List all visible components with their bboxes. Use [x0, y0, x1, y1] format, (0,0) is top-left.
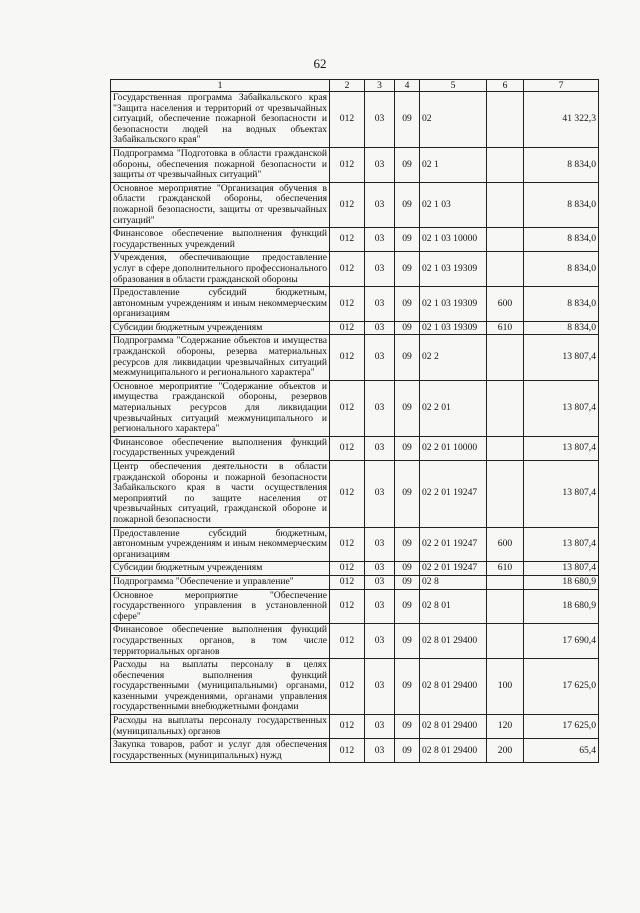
expense-type-cell: 600 — [487, 527, 524, 562]
admin-code-cell: 012 — [330, 715, 365, 739]
table-header-row — [111, 80, 599, 92]
target-article-cell: 02 8 01 29400 — [420, 715, 487, 739]
section-cell: 03 — [365, 321, 395, 335]
page-number: 62 — [313, 56, 327, 71]
row-name-cell: Субсидии бюджетным учреждениям — [111, 321, 330, 335]
target-article-cell: 02 1 03 10000 — [420, 228, 487, 252]
target-article-cell: 02 2 — [420, 335, 487, 380]
target-article-cell: 02 2 01 19247 — [420, 562, 487, 576]
subsection-cell: 09 — [395, 715, 420, 739]
table-row — [111, 436, 599, 460]
section-cell: 03 — [365, 92, 395, 148]
admin-code-cell: 012 — [330, 527, 365, 562]
subsection-cell: 09 — [395, 335, 420, 380]
row-name-cell: Основное мероприятие "Организация обучения в области гражданской обороны, обеспечения пожарной безопасности, защиты от чрезвычайных ситуаций" — [111, 182, 330, 227]
column-header: 6 — [487, 80, 524, 92]
target-article-cell: 02 1 03 19309 — [420, 321, 487, 335]
target-article-cell: 02 1 — [420, 147, 487, 182]
table-row — [111, 575, 599, 589]
admin-code-cell: 012 — [330, 659, 365, 715]
target-article-cell: 02 1 03 19309 — [420, 252, 487, 287]
table-row — [111, 228, 599, 252]
column-header: 3 — [365, 80, 395, 92]
section-cell: 03 — [365, 562, 395, 576]
section-cell: 03 — [365, 589, 395, 624]
table-row — [111, 589, 599, 624]
admin-code-cell: 012 — [330, 321, 365, 335]
target-article-cell: 02 8 01 29400 — [420, 739, 487, 763]
expense-type-cell: 120 — [487, 715, 524, 739]
subsection-cell: 09 — [395, 527, 420, 562]
expense-type-cell — [487, 182, 524, 227]
row-name-cell: Расходы на выплаты персоналу в целях обеспечения выполнения функций государственными (муниципальными) органами, казенными учреждениями, органами управления государственными внебюджетными фондами — [111, 659, 330, 715]
amount-cell: 8 834,0 — [524, 287, 599, 322]
subsection-cell: 09 — [395, 321, 420, 335]
row-name-cell: Предоставление субсидий бюджетным, автономным учреждениям и иным некоммерческим организациям — [111, 527, 330, 562]
table-row — [111, 321, 599, 335]
table-row — [111, 527, 599, 562]
table-row — [111, 659, 599, 715]
subsection-cell: 09 — [395, 436, 420, 460]
section-cell: 03 — [365, 436, 395, 460]
table-row — [111, 380, 599, 436]
target-article-cell: 02 2 01 10000 — [420, 436, 487, 460]
target-article-cell: 02 8 — [420, 575, 487, 589]
amount-cell: 13 807,4 — [524, 562, 599, 576]
row-name-cell: Закупка товаров, работ и услуг для обеспечения государственных (муниципальных) нужд — [111, 739, 330, 763]
expense-type-cell — [487, 335, 524, 380]
row-name-cell: Субсидии бюджетным учреждениям — [111, 562, 330, 576]
section-cell: 03 — [365, 335, 395, 380]
target-article-cell: 02 8 01 29400 — [420, 624, 487, 659]
row-name-cell: Основное мероприятие "Содержание объектов и имущества гражданской обороны, резервов материальных ресурсов для ликвидации чрезвычайных ситуаций межмуниципального и регионального характера" — [111, 380, 330, 436]
admin-code-cell: 012 — [330, 228, 365, 252]
section-cell: 03 — [365, 252, 395, 287]
column-header: 4 — [395, 80, 420, 92]
expense-type-cell — [487, 624, 524, 659]
row-name-cell: Центр обеспечения деятельности в области гражданской обороны и пожарной безопасности Забайкальского края в части осуществления мероприятий по защите населения от чрезвычайных ситуаций, гражданской обороне и пожарной безопасности — [111, 461, 330, 528]
table-row — [111, 562, 599, 576]
subsection-cell: 09 — [395, 589, 420, 624]
subsection-cell: 09 — [395, 228, 420, 252]
expense-type-cell — [487, 252, 524, 287]
target-article-cell: 02 8 01 29400 — [420, 659, 487, 715]
amount-cell: 18 680,9 — [524, 589, 599, 624]
subsection-cell: 09 — [395, 380, 420, 436]
expense-type-cell — [487, 147, 524, 182]
amount-cell: 41 322,3 — [524, 92, 599, 148]
section-cell: 03 — [365, 147, 395, 182]
admin-code-cell: 012 — [330, 182, 365, 227]
target-article-cell: 02 — [420, 92, 487, 148]
amount-cell: 8 834,0 — [524, 321, 599, 335]
admin-code-cell: 012 — [330, 92, 365, 148]
expense-type-cell — [487, 228, 524, 252]
table-row — [111, 287, 599, 322]
target-article-cell: 02 8 01 — [420, 589, 487, 624]
subsection-cell: 09 — [395, 287, 420, 322]
column-header: 7 — [524, 80, 599, 92]
row-name-cell: Государственная программа Забайкальского края "Защита населения и территорий от чрезвычайных ситуаций, обеспечение пожарной безопасности и безопасности людей на водных объектах Забайкальского края" — [111, 92, 330, 148]
table-row — [111, 182, 599, 227]
expense-type-cell — [487, 461, 524, 528]
row-name-cell: Финансовое обеспечение выполнения функций государственных органов, в том числе территориальных органов — [111, 624, 330, 659]
target-article-cell: 02 1 03 19309 — [420, 287, 487, 322]
admin-code-cell: 012 — [330, 380, 365, 436]
admin-code-cell: 012 — [330, 589, 365, 624]
expense-type-cell: 100 — [487, 659, 524, 715]
section-cell: 03 — [365, 575, 395, 589]
row-name-cell: Учреждения, обеспечивающие предоставление услуг в сфере дополнительного профессионального образования в области гражданской обороны — [111, 252, 330, 287]
expense-type-cell: 200 — [487, 739, 524, 763]
subsection-cell: 09 — [395, 252, 420, 287]
amount-cell: 8 834,0 — [524, 182, 599, 227]
section-cell: 03 — [365, 624, 395, 659]
row-name-cell: Подпрограмма "Обеспечение и управление" — [111, 575, 330, 589]
target-article-cell: 02 2 01 19247 — [420, 527, 487, 562]
section-cell: 03 — [365, 228, 395, 252]
amount-cell: 17 690,4 — [524, 624, 599, 659]
expense-type-cell — [487, 380, 524, 436]
admin-code-cell: 012 — [330, 287, 365, 322]
amount-cell: 13 807,4 — [524, 461, 599, 528]
amount-cell: 13 807,4 — [524, 527, 599, 562]
admin-code-cell: 012 — [330, 575, 365, 589]
expense-type-cell — [487, 589, 524, 624]
subsection-cell: 09 — [395, 562, 420, 576]
admin-code-cell: 012 — [330, 147, 365, 182]
table-row — [111, 147, 599, 182]
admin-code-cell: 012 — [330, 436, 365, 460]
section-cell: 03 — [365, 380, 395, 436]
amount-cell: 17 625,0 — [524, 715, 599, 739]
table-row — [111, 335, 599, 380]
section-cell: 03 — [365, 715, 395, 739]
subsection-cell: 09 — [395, 461, 420, 528]
column-header: 2 — [330, 80, 365, 92]
column-header: 5 — [420, 80, 487, 92]
table-row — [111, 715, 599, 739]
target-article-cell: 02 1 03 — [420, 182, 487, 227]
target-article-cell: 02 2 01 19247 — [420, 461, 487, 528]
amount-cell: 13 807,4 — [524, 335, 599, 380]
admin-code-cell: 012 — [330, 562, 365, 576]
budget-table — [110, 79, 599, 763]
section-cell: 03 — [365, 659, 395, 715]
expense-type-cell: 610 — [487, 321, 524, 335]
row-name-cell: Финансовое обеспечение выполнения функций государственных учреждений — [111, 436, 330, 460]
subsection-cell: 09 — [395, 182, 420, 227]
subsection-cell: 09 — [395, 92, 420, 148]
subsection-cell: 09 — [395, 624, 420, 659]
section-cell: 03 — [365, 182, 395, 227]
admin-code-cell: 012 — [330, 252, 365, 287]
section-cell: 03 — [365, 739, 395, 763]
amount-cell: 17 625,0 — [524, 659, 599, 715]
subsection-cell: 09 — [395, 739, 420, 763]
amount-cell: 13 807,4 — [524, 380, 599, 436]
row-name-cell: Финансовое обеспечение выполнения функций государственных учреждений — [111, 228, 330, 252]
subsection-cell: 09 — [395, 147, 420, 182]
section-cell: 03 — [365, 287, 395, 322]
table-row — [111, 624, 599, 659]
expense-type-cell: 600 — [487, 287, 524, 322]
row-name-cell: Основное мероприятие "Обеспечение государственного управления в установленной сфере" — [111, 589, 330, 624]
amount-cell: 13 807,4 — [524, 436, 599, 460]
admin-code-cell: 012 — [330, 335, 365, 380]
expense-type-cell — [487, 92, 524, 148]
section-cell: 03 — [365, 461, 395, 528]
target-article-cell: 02 2 01 — [420, 380, 487, 436]
amount-cell: 8 834,0 — [524, 147, 599, 182]
section-cell: 03 — [365, 527, 395, 562]
table-row — [111, 252, 599, 287]
subsection-cell: 09 — [395, 659, 420, 715]
row-name-cell: Расходы на выплаты персоналу государственных (муниципальных) органов — [111, 715, 330, 739]
subsection-cell: 09 — [395, 575, 420, 589]
table-row — [111, 461, 599, 528]
row-name-cell: Подпрограмма "Подготовка в области гражданской обороны, обеспечения пожарной безопасности и защиты от чрезвычайных ситуаций" — [111, 147, 330, 182]
amount-cell: 65,4 — [524, 739, 599, 763]
row-name-cell: Предоставление субсидий бюджетным, автономным учреждениям и иным некоммерческим организациям — [111, 287, 330, 322]
table-row — [111, 92, 599, 148]
table-row — [111, 739, 599, 763]
amount-cell: 18 680,9 — [524, 575, 599, 589]
row-name-cell: Подпрограмма "Содержание объектов и имущества гражданской обороны, резерва материальных ресурсов для ликвидации чрезвычайных ситуаций межмуниципального и регионального характера" — [111, 335, 330, 380]
admin-code-cell: 012 — [330, 624, 365, 659]
expense-type-cell — [487, 436, 524, 460]
amount-cell: 8 834,0 — [524, 252, 599, 287]
expense-type-cell: 610 — [487, 562, 524, 576]
admin-code-cell: 012 — [330, 739, 365, 763]
column-header: 1 — [111, 80, 330, 92]
expense-type-cell — [487, 575, 524, 589]
amount-cell: 8 834,0 — [524, 228, 599, 252]
admin-code-cell: 012 — [330, 461, 365, 528]
